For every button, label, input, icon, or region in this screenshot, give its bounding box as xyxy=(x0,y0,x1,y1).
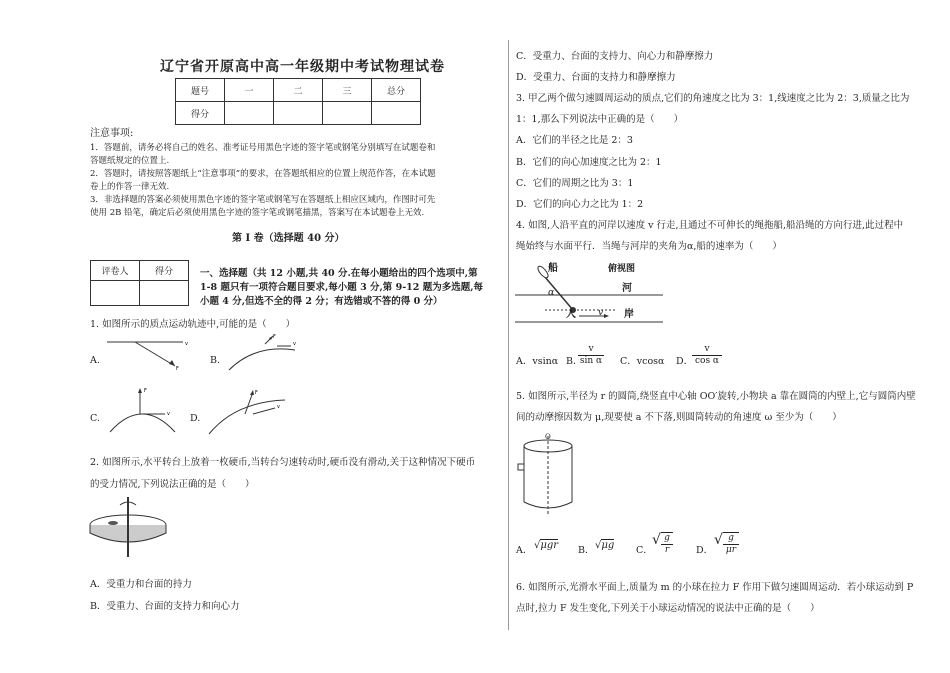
q5-option-b-sqrt: √μg xyxy=(595,540,615,551)
score-cell xyxy=(372,102,421,125)
part1-line2: 1-8 题只有一项符合题目要求,每小题 3 分,第 9-12 题为多选题,每 xyxy=(200,282,484,293)
score-table xyxy=(175,78,421,125)
notice-item-2a: 2．答题时，请按照答题纸上“注意事项”的要求，在答题纸相应的位置上规范作答，在本试题 xyxy=(90,169,436,179)
q1-figure-a xyxy=(105,336,190,376)
grader-table xyxy=(90,260,189,306)
q5-option-d: D． xyxy=(696,545,714,556)
notice-heading: 注意事项: xyxy=(90,128,134,139)
q1-option-c: C. xyxy=(90,413,100,424)
q1-option-b: B. xyxy=(210,355,221,366)
q5-o-label: O xyxy=(545,433,551,441)
q4-river-label: 河 xyxy=(622,283,632,294)
q4-option-d-fraction xyxy=(692,344,722,367)
notice-item-3b: 使用 2B 铅笔，确定后必须使用黑色字迹的签字笔或钢笔描黑，答案写在本试题卷上无效. xyxy=(90,208,425,218)
q4-option-d: D． xyxy=(676,356,694,367)
q4-b-numerator: v xyxy=(588,344,594,354)
notice-item-2b: 卷上的作答一律无效. xyxy=(90,182,170,192)
q3-stem-2: 1：1,那么下列说法中正确的是（ ） xyxy=(516,114,684,125)
q1-stem: 1. 如图所示的质点运动轨迹中,可能的是（ ） xyxy=(90,319,296,330)
score-header-1: 一 xyxy=(225,79,274,102)
q2-stem-1: 2. 如图所示,水平转台上放着一枚硬币,当转台匀速转动时,硬币没有滑动,关于这种情况下硬币 xyxy=(90,457,476,468)
part1-instructions xyxy=(200,267,483,309)
q4-bank-label: 岸 xyxy=(624,309,634,320)
grader-label: 评卷人 xyxy=(91,261,140,281)
q3-option-a: A．它们的半径之比是 2：3 xyxy=(516,135,633,146)
svg-text:F: F xyxy=(273,334,276,340)
q2-option-d: D．受重力、台面的支持力和静摩擦力 xyxy=(516,72,676,83)
svg-text:F: F xyxy=(144,388,147,394)
q6-stem-1: 6. 如图所示,光滑水平面上,质量为 m 的小球在拉力 F 作用下做匀速圆周运动．若小球运动到 P xyxy=(516,582,914,593)
q4-d-denominator: cos α xyxy=(692,355,722,367)
q5-option-d-fraction xyxy=(723,532,739,556)
svg-text:v: v xyxy=(277,404,280,410)
q2-option-b: B．受重力、台面的支持力和向心力 xyxy=(90,601,240,612)
q4-option-b-fraction xyxy=(578,344,604,367)
q5-c-numerator: g xyxy=(664,533,670,543)
q2-option-c: C．受重力、台面的支持力、向心力和静摩擦力 xyxy=(516,51,714,62)
q4-d-numerator: v xyxy=(704,344,710,354)
section-heading: 第 I 卷（选择题 40 分） xyxy=(232,233,345,244)
q6-stem-2: 点时,拉力 F 发生变化,下列关于小球运动情况的说法中正确的是（ ） xyxy=(516,603,820,614)
q4-view-label: 俯视图 xyxy=(608,264,636,274)
q1-figure-c xyxy=(105,384,180,434)
q5-a-radicand: μgr xyxy=(540,540,559,551)
svg-text:F: F xyxy=(176,366,179,372)
score-header-label: 题号 xyxy=(176,79,225,102)
part1-line3: 小题 4 分,但选不全的得 2 分；有选错或不答的得 0 分） xyxy=(200,296,443,307)
score-header-total: 总分 xyxy=(372,79,421,102)
q5-c-denominator: r xyxy=(661,544,673,556)
svg-text:v: v xyxy=(167,411,170,417)
q5-d-denominator: μr xyxy=(723,544,739,556)
q4-option-c: C．vcosα xyxy=(620,356,665,367)
score-row-label: 得分 xyxy=(176,102,225,125)
q4-alpha-label: α xyxy=(548,287,555,298)
q5-option-b: B． xyxy=(578,545,595,556)
q5-option-a-sqrt: √μgr xyxy=(534,540,559,551)
q5-option-d-sqrt-sign: √ xyxy=(714,532,723,548)
q1-option-a: A. xyxy=(90,355,100,366)
q1-figure-d xyxy=(205,384,290,439)
q4-river-figure xyxy=(515,258,665,324)
column-divider xyxy=(508,40,509,630)
q5-option-c: C． xyxy=(636,545,653,556)
part1-line1: 一、选择题（共 12 小题,共 40 分.在每小题给出的四个选项中,第 xyxy=(200,268,478,279)
notice-item-1a: 1．答题前，请务必将自己的姓名、准考证号用黑色字迹的签字笔或钢笔分别填写在试题卷和 xyxy=(90,143,436,153)
q5-d-numerator: g xyxy=(728,533,734,543)
q4-b-denominator: sin α xyxy=(579,356,603,366)
q5-option-a: A． xyxy=(516,545,533,556)
q3-option-b: B．它们的向心加速度之比为 2：1 xyxy=(516,157,662,168)
score-header-3: 三 xyxy=(323,79,372,102)
q5-stem-2: 间的动摩擦因数为 μ,现要使 a 不下落,则圆筒转动的角速度 ω 至少为（ ） xyxy=(516,412,842,423)
q2-option-a: A．受重力和台面的持力 xyxy=(90,579,192,590)
q5-option-c-sqrt-sign: √ xyxy=(652,532,661,548)
svg-text:v: v xyxy=(185,341,188,347)
exam-title: 辽宁省开原高中高一年级期中考试物理试卷 xyxy=(160,59,445,75)
q2-stem-2: 的受力情况,下列说法正确的是（ ） xyxy=(90,479,255,490)
score-cell xyxy=(323,102,372,125)
grader-cell xyxy=(140,281,189,306)
q3-option-c: C．它们的周期之比为 3：1 xyxy=(516,178,634,189)
score-cell xyxy=(274,102,323,125)
q5-b-radicand: μg xyxy=(601,540,615,551)
score-header-2: 二 xyxy=(274,79,323,102)
q3-option-d: D．它们的向心力之比为 1：2 xyxy=(516,199,644,210)
q1-option-d: D. xyxy=(190,413,201,424)
q5-stem-1: 5. 如图所示,半径为 r 的圆筒,绕竖直中心轴 OO′旋转,小物块 a 靠在圆筒的内壁上,它与圆筒内壁 xyxy=(516,391,916,402)
q4-ship-label: 船 xyxy=(548,263,558,274)
q4-option-a: A．vsinα xyxy=(516,356,559,367)
q1-figure-b xyxy=(225,332,305,377)
score-cell xyxy=(225,102,274,125)
q4-option-b: B． xyxy=(566,356,583,367)
q4-v-label: v xyxy=(598,307,604,318)
q2-turntable-figure xyxy=(88,495,168,560)
notice-list xyxy=(90,142,436,220)
q3-stem-1: 3. 甲乙两个做匀速圆周运动的质点,它们的角速度之比为 3：1,线速度之比为 2：3,质量之比为 xyxy=(516,93,910,104)
grader-score-label: 得分 xyxy=(140,261,189,281)
svg-text:F: F xyxy=(255,390,258,396)
notice-item-1b: 答题纸规定的位置上. xyxy=(90,156,170,166)
notice-item-3a: 3．非选择题的答案必须使用黑色字迹的签字笔或钢笔写在答题纸上相应区域内，作图时可先 xyxy=(90,195,436,205)
q4-stem-2: 绳始终与水面平行．当绳与河岸的夹角为α,船的速率为（ ） xyxy=(516,241,782,252)
svg-text:v: v xyxy=(293,341,296,347)
q4-person-label: 人 xyxy=(566,309,576,320)
grader-cell xyxy=(91,281,140,306)
q5-option-c-fraction xyxy=(661,532,673,556)
q4-stem-1: 4. 如图,人沿平直的河岸以速度 v 行走,且通过不可伸长的绳拖船,船沿绳的方向行进,此过程中 xyxy=(516,220,904,231)
